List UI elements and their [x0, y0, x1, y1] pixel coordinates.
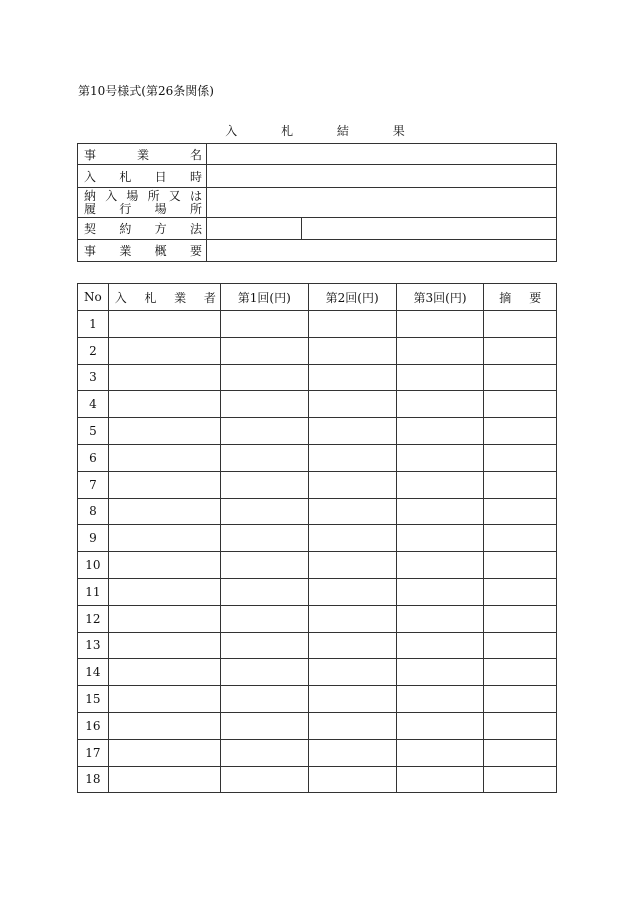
- label-char: 契: [84, 222, 97, 236]
- memo-cell[interactable]: [484, 364, 557, 391]
- label-char: は: [189, 188, 202, 203]
- table-row: [78, 552, 557, 579]
- table-row: [78, 311, 557, 338]
- label-project-name: [78, 144, 207, 165]
- results-header-row: [78, 284, 557, 311]
- label-char: 事: [84, 244, 97, 258]
- header-no: No: [78, 284, 109, 311]
- form-number: 第10号様式(第26条関係): [78, 84, 214, 98]
- row-number: 8: [78, 498, 109, 525]
- row-number: 14: [78, 659, 109, 686]
- round1-cell[interactable]: [220, 552, 308, 579]
- bidder-cell[interactable]: [108, 418, 220, 445]
- round1-cell[interactable]: [220, 739, 308, 766]
- label-char: 者: [203, 290, 216, 305]
- bidder-cell[interactable]: [108, 739, 220, 766]
- round2-cell[interactable]: [308, 766, 396, 793]
- memo-cell[interactable]: [484, 659, 557, 686]
- round3-cell[interactable]: [396, 498, 484, 525]
- label-char: 履: [84, 201, 97, 216]
- header-bidder: [108, 284, 220, 311]
- label-char: 入: [114, 290, 127, 305]
- round3-cell[interactable]: [396, 525, 484, 552]
- round1-cell[interactable]: [220, 311, 308, 338]
- header-memo: [484, 284, 557, 311]
- round3-cell[interactable]: [396, 552, 484, 579]
- memo-cell[interactable]: [484, 712, 557, 739]
- table-row: [78, 659, 557, 686]
- row-number: 11: [78, 578, 109, 605]
- round3-cell[interactable]: [396, 337, 484, 364]
- bidder-cell[interactable]: [108, 578, 220, 605]
- label-char: 要: [529, 290, 542, 305]
- row-number: 18: [78, 766, 109, 793]
- label-char: 日: [154, 169, 167, 184]
- round2-cell[interactable]: [308, 712, 396, 739]
- round3-cell[interactable]: [396, 578, 484, 605]
- round3-cell[interactable]: [396, 632, 484, 659]
- round2-cell[interactable]: [308, 364, 396, 391]
- bidder-cell[interactable]: [108, 712, 220, 739]
- row-number: 13: [78, 632, 109, 659]
- round3-cell[interactable]: [396, 391, 484, 418]
- round3-cell[interactable]: [396, 471, 484, 498]
- label-char: 業: [136, 147, 149, 162]
- round3-cell[interactable]: [396, 659, 484, 686]
- table-row: [78, 605, 557, 632]
- round1-cell[interactable]: [220, 632, 308, 659]
- round1-cell[interactable]: [220, 418, 308, 445]
- table-row: [78, 471, 557, 498]
- round3-cell[interactable]: [396, 444, 484, 471]
- label-char: 場: [154, 201, 167, 216]
- field-delivery-place[interactable]: [207, 188, 557, 218]
- label-char: 札: [144, 290, 157, 305]
- round2-cell[interactable]: [308, 632, 396, 659]
- memo-cell[interactable]: [484, 766, 557, 793]
- round2-cell[interactable]: [308, 418, 396, 445]
- round1-cell[interactable]: [220, 712, 308, 739]
- bidder-cell[interactable]: [108, 552, 220, 579]
- row-number: 9: [78, 525, 109, 552]
- bidder-cell[interactable]: [108, 364, 220, 391]
- row-number: 17: [78, 739, 109, 766]
- memo-cell[interactable]: [484, 498, 557, 525]
- label-char: 札: [119, 169, 132, 184]
- info-row-bid-date: [78, 165, 557, 188]
- info-row-project-summary: [78, 240, 557, 262]
- field-contract-method[interactable]: [207, 218, 302, 240]
- table-row: [78, 498, 557, 525]
- header-round3: 第3回(円): [396, 284, 484, 311]
- round2-cell[interactable]: [308, 498, 396, 525]
- memo-cell[interactable]: [484, 552, 557, 579]
- bidder-cell[interactable]: [108, 766, 220, 793]
- round1-cell[interactable]: [220, 471, 308, 498]
- memo-cell[interactable]: [484, 739, 557, 766]
- table-row: [78, 444, 557, 471]
- round3-cell[interactable]: [396, 739, 484, 766]
- round1-cell[interactable]: [220, 578, 308, 605]
- round2-cell[interactable]: [308, 525, 396, 552]
- memo-cell[interactable]: [484, 337, 557, 364]
- round2-cell[interactable]: [308, 337, 396, 364]
- row-number: 6: [78, 444, 109, 471]
- bidder-cell[interactable]: [108, 391, 220, 418]
- label-char: 業: [119, 244, 132, 258]
- round1-cell[interactable]: [220, 391, 308, 418]
- round1-cell[interactable]: [220, 498, 308, 525]
- label-char: 事: [84, 147, 97, 162]
- memo-cell[interactable]: [484, 311, 557, 338]
- field-contract-method-detail[interactable]: [302, 218, 557, 240]
- results-table: [77, 283, 557, 793]
- document-title: 入 札 結 果: [225, 124, 425, 138]
- round2-cell[interactable]: [308, 311, 396, 338]
- label-char: 行: [119, 201, 132, 216]
- round2-cell[interactable]: [308, 605, 396, 632]
- memo-cell[interactable]: [484, 391, 557, 418]
- round2-cell[interactable]: [308, 391, 396, 418]
- info-row-project-name: [78, 144, 557, 165]
- bidder-cell[interactable]: [108, 444, 220, 471]
- bidder-cell[interactable]: [108, 498, 220, 525]
- round2-cell[interactable]: [308, 578, 396, 605]
- round3-cell[interactable]: [396, 364, 484, 391]
- round2-cell[interactable]: [308, 659, 396, 686]
- bidder-cell[interactable]: [108, 311, 220, 338]
- row-number: 2: [78, 337, 109, 364]
- round2-cell[interactable]: [308, 686, 396, 713]
- bidder-cell[interactable]: [108, 605, 220, 632]
- table-row: [78, 578, 557, 605]
- label-char: 又: [168, 188, 181, 203]
- row-number: 7: [78, 471, 109, 498]
- table-row: [78, 712, 557, 739]
- memo-cell[interactable]: [484, 632, 557, 659]
- round2-cell[interactable]: [308, 739, 396, 766]
- row-number: 16: [78, 712, 109, 739]
- table-row: [78, 525, 557, 552]
- table-row: [78, 337, 557, 364]
- row-number: 12: [78, 605, 109, 632]
- field-project-name[interactable]: [207, 144, 557, 165]
- bidder-cell[interactable]: [108, 632, 220, 659]
- label-char: 約: [119, 222, 132, 236]
- row-number: 5: [78, 418, 109, 445]
- label-delivery-place: [78, 188, 207, 218]
- round1-cell[interactable]: [220, 766, 308, 793]
- memo-cell[interactable]: [484, 578, 557, 605]
- memo-cell[interactable]: [484, 605, 557, 632]
- round1-cell[interactable]: [220, 686, 308, 713]
- table-row: [78, 686, 557, 713]
- table-row: [78, 739, 557, 766]
- label-char: 場: [126, 188, 139, 203]
- table-row: [78, 364, 557, 391]
- label-char: 入: [105, 188, 118, 203]
- header-round1: 第1回(円): [220, 284, 308, 311]
- table-row: [78, 632, 557, 659]
- label-char: 納: [84, 188, 97, 203]
- round1-cell[interactable]: [220, 659, 308, 686]
- row-number: 1: [78, 311, 109, 338]
- round3-cell[interactable]: [396, 311, 484, 338]
- round2-cell[interactable]: [308, 552, 396, 579]
- info-row-delivery-place: [78, 188, 557, 218]
- round2-cell[interactable]: [308, 471, 396, 498]
- memo-cell[interactable]: [484, 444, 557, 471]
- bidder-cell[interactable]: [108, 471, 220, 498]
- bidder-cell[interactable]: [108, 659, 220, 686]
- row-number: 10: [78, 552, 109, 579]
- label-char: 要: [189, 244, 202, 258]
- bidder-cell[interactable]: [108, 337, 220, 364]
- round3-cell[interactable]: [396, 418, 484, 445]
- label-char: 法: [189, 222, 202, 236]
- table-row: [78, 766, 557, 793]
- memo-cell[interactable]: [484, 418, 557, 445]
- label-char: 所: [189, 201, 202, 216]
- label-char: 入: [84, 169, 97, 184]
- label-bid-date: [78, 165, 207, 188]
- label-char: 時: [189, 169, 202, 184]
- field-project-summary[interactable]: [207, 240, 557, 262]
- round1-cell[interactable]: [220, 525, 308, 552]
- field-bid-date[interactable]: [207, 165, 557, 188]
- memo-cell[interactable]: [484, 471, 557, 498]
- label-char: 方: [154, 222, 167, 236]
- label-char: 所: [147, 188, 160, 203]
- memo-cell[interactable]: [484, 686, 557, 713]
- info-row-contract-method: [78, 218, 557, 240]
- round3-cell[interactable]: [396, 712, 484, 739]
- info-table: [77, 143, 557, 262]
- row-number: 3: [78, 364, 109, 391]
- round2-cell[interactable]: [308, 444, 396, 471]
- round3-cell[interactable]: [396, 605, 484, 632]
- label-project-summary: [78, 240, 207, 262]
- table-row: [78, 418, 557, 445]
- round3-cell[interactable]: [396, 766, 484, 793]
- round1-cell[interactable]: [220, 444, 308, 471]
- bidder-cell[interactable]: [108, 525, 220, 552]
- memo-cell[interactable]: [484, 525, 557, 552]
- row-number: 15: [78, 686, 109, 713]
- row-number: 4: [78, 391, 109, 418]
- table-row: [78, 391, 557, 418]
- round3-cell[interactable]: [396, 686, 484, 713]
- header-round2: 第2回(円): [308, 284, 396, 311]
- round1-cell[interactable]: [220, 337, 308, 364]
- label-char: 摘: [499, 290, 512, 305]
- label-char: 名: [189, 147, 202, 162]
- label-char: 業: [174, 290, 187, 305]
- round1-cell[interactable]: [220, 605, 308, 632]
- label-char: 概: [154, 244, 167, 258]
- round1-cell[interactable]: [220, 364, 308, 391]
- label-contract-method: [78, 218, 207, 240]
- bidder-cell[interactable]: [108, 686, 220, 713]
